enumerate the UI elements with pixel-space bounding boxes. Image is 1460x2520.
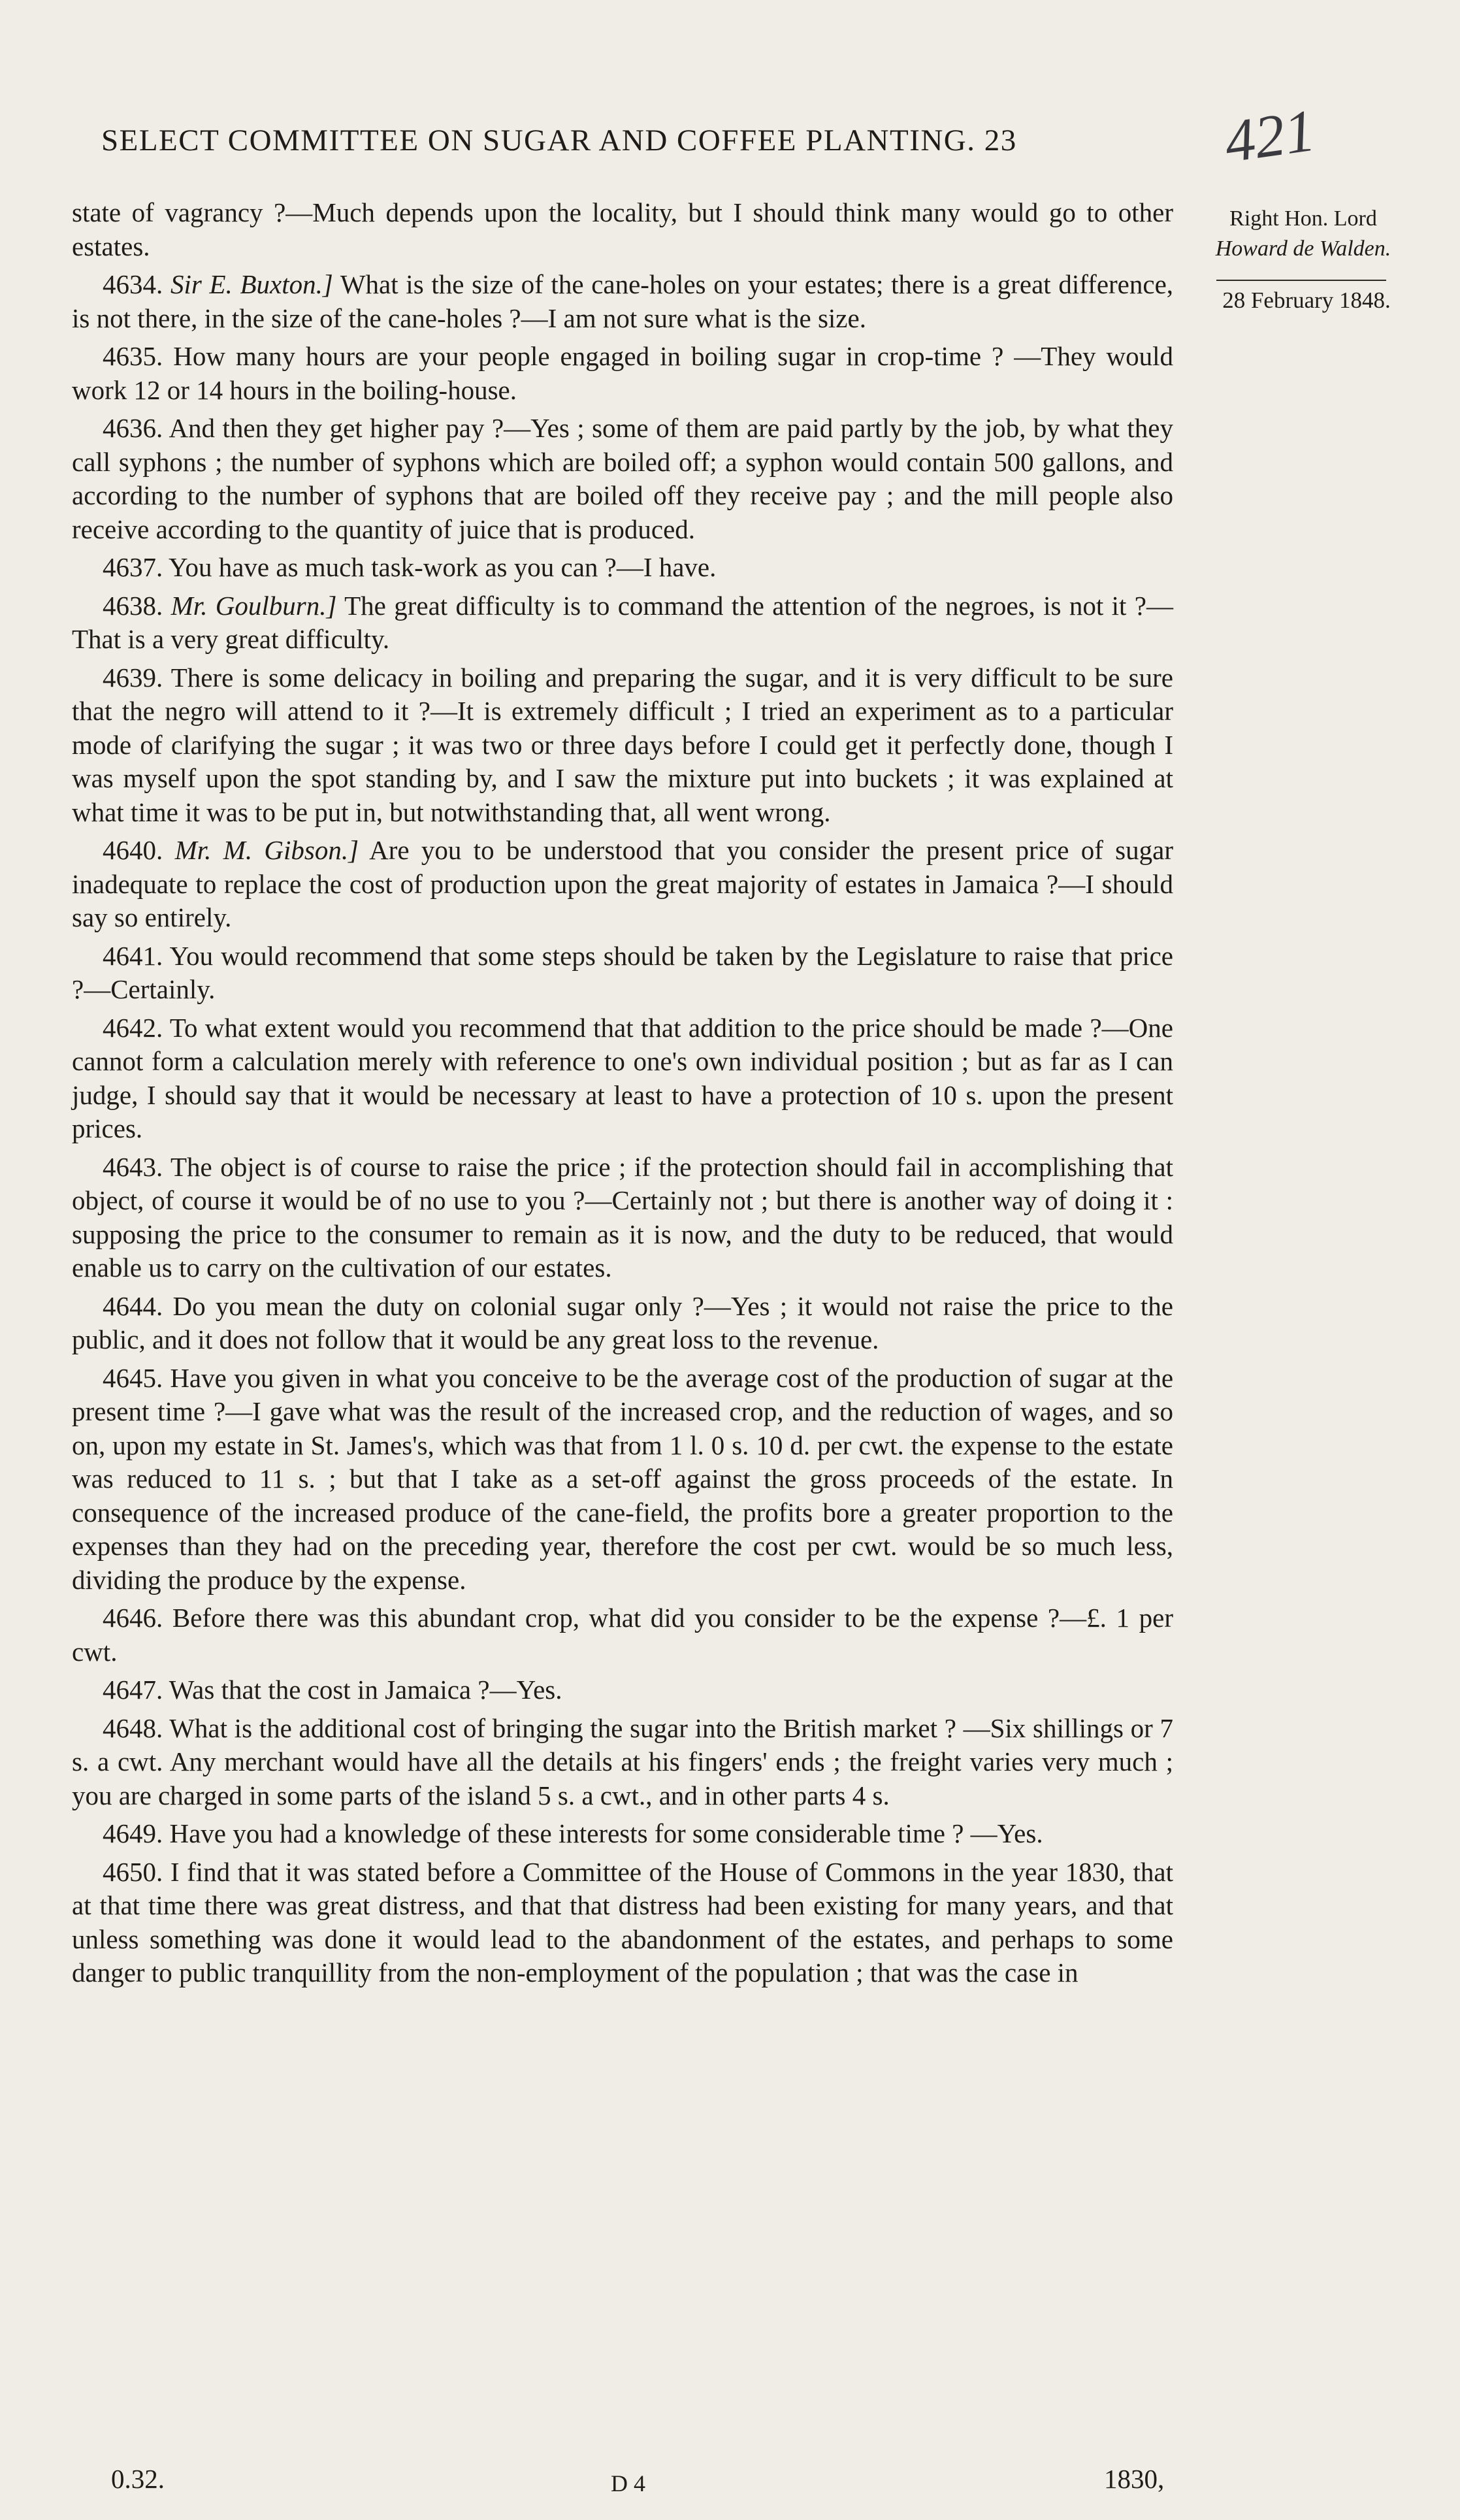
footer-document-number: 0.32. — [111, 2464, 165, 2494]
paragraph-text: How many hours are your people engaged in boiling sugar in crop-time ? —They would work 12 or 14 hours in the boiling-house. — [72, 341, 1174, 405]
question-number: 4647. — [103, 1675, 163, 1705]
question-4637 — [72, 551, 1173, 585]
continued-answer — [72, 196, 1173, 263]
paragraph-text: Have you given in what you conceive to be the average cost of the production of sugar at the present time ?—I gave what was the result of the increased crop, and the reduction of wages, and so on, upon my estate in St. James's, which was that from 1 l. 0 s. 10 d. per cwt. the expense to the estate was reduced to 11 s. ; but that I take as a set-off against the gross proceeds of the estate. In consequence of the increased produce of the cane-field, the profits bore a greater proportion to the expenses than they had on the preceding year, therefore the cost per cwt. would be so much less, dividing the produce by the expense. — [72, 1362, 1174, 1595]
handwritten-folio-number: 421 — [1220, 96, 1320, 175]
paragraph-text: Do you mean the duty on colonial sugar only ?—Yes ; it would not raise the price to the public, and it does not follow that it would be any great loss to the revenue. — [72, 1290, 1174, 1354]
paragraph-text: Before there was this abundant crop, what did you consider to be the expense ?—£. 1 per cwt. — [72, 1603, 1173, 1667]
paragraph-text: Have you had a knowledge of these interests for some considerable time ? —Yes. — [169, 1818, 1043, 1848]
question-4642 — [72, 1011, 1173, 1146]
question-number: 4650. — [103, 1856, 163, 1887]
question-number: 4645. — [103, 1362, 163, 1393]
question-number: 4648. — [103, 1712, 163, 1743]
footer-catchword: 1830, — [1104, 2464, 1165, 2494]
question-4639 — [72, 661, 1173, 830]
question-4635 — [72, 340, 1173, 407]
question-number: 4641. — [103, 940, 163, 971]
paragraph-text: I find that it was stated before a Committee of the House of Commons in the year 1830, that at that time there was great distress, and that that distress had been existing for many years, and that unless something was done it would lead to the abandonment of the estates, and perhaps to some danger to public tranquillity from the non-employment of the population ; that was the case in — [72, 1856, 1173, 1988]
question-number: 4644. — [103, 1290, 163, 1321]
speaker-name: Mr. Goulburn.] — [170, 590, 337, 621]
paragraph-text: You would recommend that some steps should be taken by the Legislature to raise that price ?—Certainly. — [72, 940, 1174, 1004]
margin-witness-name — [1169, 204, 1437, 264]
paragraph-text: The great difficulty is to command the attention of the negroes, is not it ?—That is a very great difficulty. — [72, 590, 1173, 654]
question-number: 4634. — [103, 269, 163, 299]
paragraph-text: The object is of course to raise the price ; if the protection should fail in accomplishing that object, of course it would be of no use to you ?—Certainly not ; but there is another way of doing it : supposing the price to the consumer to remain as it is now, and the duty to be reduced, that would enable us to carry on the cultivation of our estates. — [72, 1151, 1173, 1283]
paragraph-text: Was that the cost in Jamaica ?—Yes. — [169, 1675, 562, 1705]
paragraph-text: What is the additional cost of bringing the sugar into the British market ? —Six shillings or 7 s. a cwt. Any merchant would have all the details at his fingers' ends ; the freight varies very much ; you are charged in some parts of the island 5 s. a cwt., and in other parts 4 s. — [72, 1712, 1173, 1810]
question-4648 — [72, 1712, 1173, 1813]
paragraph-text: state of vagrancy ?—Much depends upon the locality, but I should think many would go to other estates. — [72, 197, 1173, 261]
question-number: 4640. — [103, 835, 163, 865]
question-4646 — [72, 1601, 1173, 1669]
question-4645 — [72, 1362, 1173, 1597]
paragraph-text: And then they get higher pay ?—Yes ; some of them are paid partly by the job, by what they call syphons ; the number of syphons which are boiled off; a syphon would contain 500 gallons, and according to the number of syphons that are boiled off they receive pay ; and the mill people also receive according to the quantity of juice that is produced. — [72, 413, 1173, 544]
question-4636 — [72, 412, 1173, 546]
question-number: 4636. — [103, 413, 163, 443]
paragraph-text: There is some delicacy in boiling and preparing the sugar, and it is very difficult to be sure that the negro will attend to it ?—It is extremely difficult ; I tried an experiment as to a particular mode of clarifying the sugar ; it was two or three days before I could get it perfectly done, though I was myself upon the spot standing by, and I saw the mixture put into buckets ; it was explained at what time it was to be put in, but notwithstanding that, all went wrong. — [72, 662, 1173, 827]
evidence-text — [72, 196, 1173, 1995]
question-4641 — [72, 940, 1173, 1007]
question-4650 — [72, 1856, 1173, 1990]
witness-line-2: Howard de Walden. — [1215, 237, 1391, 261]
witness-line-1: Right Hon. Lord — [1229, 206, 1377, 231]
question-number: 4649. — [103, 1818, 163, 1848]
question-number: 4642. — [103, 1012, 163, 1043]
question-4644 — [72, 1290, 1173, 1357]
margin-date: 28 February 1848. — [1222, 287, 1391, 313]
question-number: 4635. — [103, 341, 163, 371]
speaker-name: Sir E. Buxton.] — [170, 269, 333, 299]
paragraph-text: Are you to be understood that you consider the present price of sugar inadequate to replace the cost of production upon the great majority of estates in Jamaica ?—I should say so entirely. — [72, 835, 1173, 932]
question-number: 4639. — [103, 662, 163, 693]
question-4640 — [72, 834, 1173, 935]
question-number: 4638. — [103, 590, 163, 621]
question-4649 — [72, 1817, 1173, 1851]
page-footer — [0, 2463, 1460, 2502]
question-4634 — [72, 268, 1173, 335]
running-head: SELECT COMMITTEE ON SUGAR AND COFFEE PLANTING. 23 — [101, 123, 1017, 157]
paragraph-text: To what extent would you recommend that that addition to the price should be made ?—One cannot form a calculation merely with reference to one's own individual position ; but as far as I can judge, I should say that it would be necessary at least to have a protection of 10 s. upon the present prices. — [72, 1012, 1173, 1143]
question-number: 4637. — [103, 552, 163, 582]
question-4643 — [72, 1151, 1173, 1285]
paragraph-text: You have as much task-work as you can ?—I have. — [168, 552, 717, 582]
paragraph-text: What is the size of the cane-holes on your estates; there is a great difference, is not there, in the size of the cane-holes ?—I am not sure what is the size. — [72, 269, 1174, 333]
question-4647 — [72, 1673, 1173, 1707]
question-number: 4643. — [103, 1151, 163, 1182]
question-number: 4646. — [103, 1603, 163, 1633]
question-4638 — [72, 589, 1173, 657]
footer-signature-mark: D 4 — [611, 2470, 645, 2496]
speaker-name: Mr. M. Gibson.] — [174, 835, 359, 865]
margin-rule — [1216, 280, 1386, 281]
